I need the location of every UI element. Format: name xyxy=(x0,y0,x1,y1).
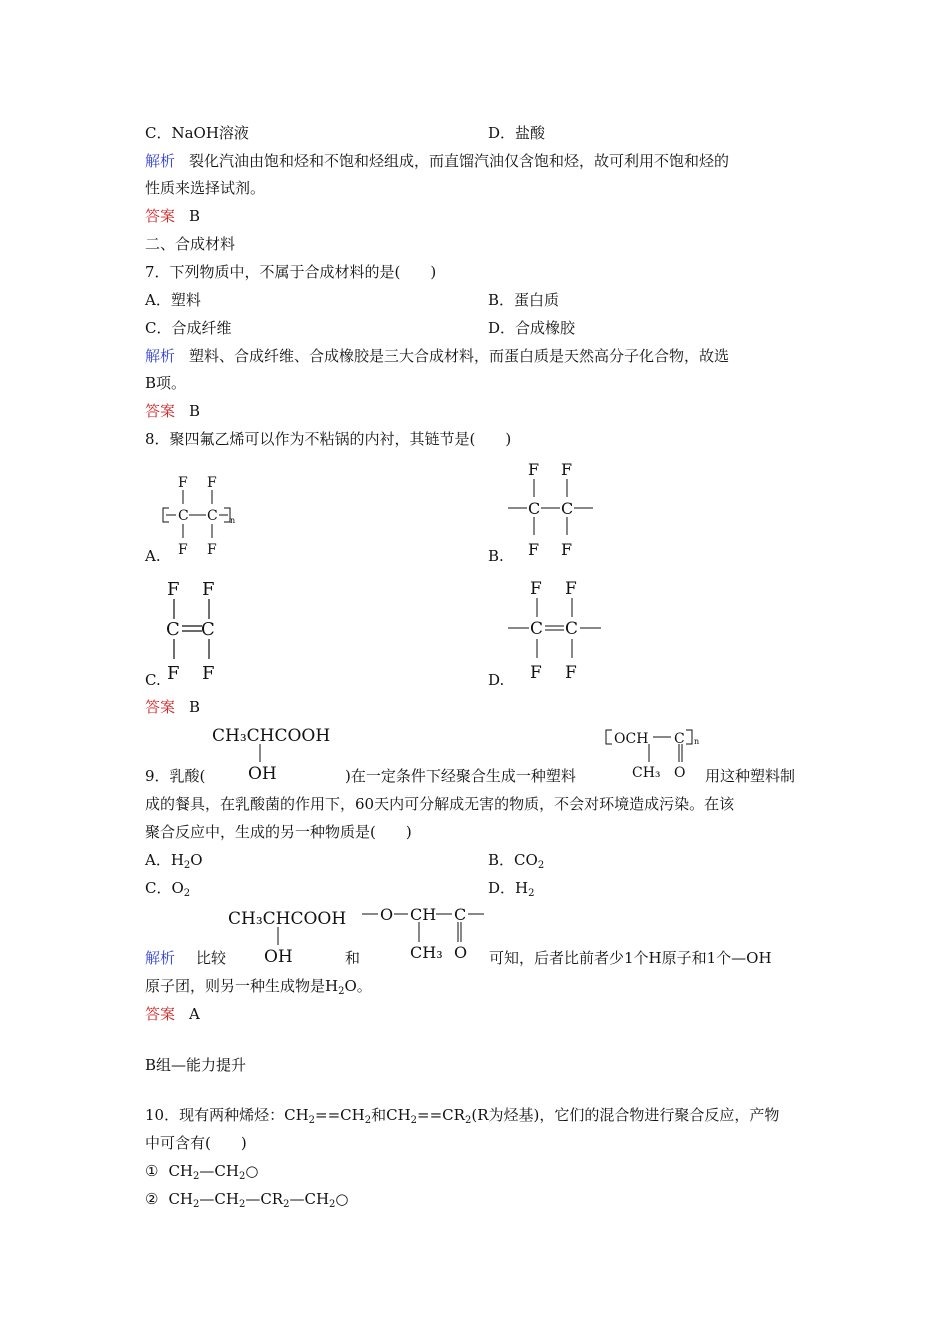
formula-text: CH xyxy=(168,1162,194,1180)
answer-value: B xyxy=(189,402,201,420)
formula-text: CH xyxy=(168,1190,194,1208)
q9-explanation-cont xyxy=(145,976,372,1002)
q8-option-c-structure xyxy=(160,573,235,685)
subscript: 2 xyxy=(338,986,345,997)
atom-c: C xyxy=(178,508,189,524)
subscript: 2 xyxy=(238,1171,246,1182)
repeat-n: n xyxy=(694,737,700,746)
atom-f: F xyxy=(530,579,542,599)
polymer-methyl: CH₃ xyxy=(632,765,661,781)
q9-explanation-tail: 可知，后者比前者少1个H原子和1个—OH xyxy=(489,949,772,967)
answer-label: 答案 xyxy=(145,402,176,420)
hydroxyl-group: OH xyxy=(248,764,277,784)
atom-f: F xyxy=(530,663,542,683)
atom-f: F xyxy=(565,663,577,683)
q7-answer xyxy=(145,401,200,421)
polymer-carbonyl-c: C xyxy=(674,731,685,747)
q8-option-c-letter: C. xyxy=(145,671,161,689)
q9-answer xyxy=(145,1004,200,1024)
polymer-oxygen: O xyxy=(674,765,686,781)
q9-polylactic-structure xyxy=(602,724,702,784)
q9-explanation-and: 和 xyxy=(345,949,361,967)
fragment-oxygen-double: O xyxy=(454,943,468,962)
q6-explanation-cont: 性质来选择试剂。 xyxy=(145,179,266,197)
atom-c: C xyxy=(528,499,541,518)
atom-f: F xyxy=(167,663,180,684)
subscript: 2 xyxy=(193,1171,200,1182)
atom-f: F xyxy=(202,579,215,600)
atom-c: C xyxy=(561,499,574,518)
q7-stem: 7．下列物质中，不属于合成材料的是( ) xyxy=(145,263,437,281)
q9-stem-part3: 用这种塑料制 xyxy=(705,767,796,785)
atom-f: F xyxy=(565,579,577,599)
item-number: ① xyxy=(145,1162,159,1180)
subscript: 2 xyxy=(364,1115,372,1126)
q8-answer xyxy=(145,697,200,717)
stem-text: 10．现有两种烯烃：CH xyxy=(145,1106,309,1124)
q8-option-b-structure xyxy=(505,455,605,561)
subscript: 2 xyxy=(464,1115,472,1126)
polymer-och: OCH xyxy=(614,731,649,747)
atom-f: F xyxy=(561,460,573,479)
answer-label: 答案 xyxy=(145,207,176,225)
q8-option-b-letter: B. xyxy=(488,547,504,565)
q6-explanation xyxy=(145,151,729,171)
fragment-carbonyl-c: C xyxy=(454,905,467,924)
q7-option-c: C．合成纤维 xyxy=(145,319,232,337)
lactic-acid-formula: CH₃CHCOOH xyxy=(212,726,331,746)
explanation-label: 解析 xyxy=(145,347,176,365)
q9-stem-line3: 聚合反应中，生成的另一种物质是( ) xyxy=(145,823,412,841)
q9-option-a xyxy=(145,850,203,876)
subscript: 2 xyxy=(183,860,191,871)
q7-option-d: D．合成橡胶 xyxy=(488,319,576,337)
formula-text: ○ xyxy=(245,1162,259,1180)
subscript: 2 xyxy=(283,1199,290,1210)
q9-option-d xyxy=(488,878,534,904)
q9-explanation-compare: 比较 xyxy=(196,949,227,967)
q8-option-a-letter: A. xyxy=(145,547,161,565)
q10-item-1 xyxy=(145,1161,258,1187)
q9-repeat-fragment-structure xyxy=(362,902,490,964)
option-text: B．CO xyxy=(488,851,538,869)
atom-f: F xyxy=(178,542,188,558)
subscript: 2 xyxy=(238,1199,246,1210)
q7-explanation xyxy=(145,346,729,366)
explanation-text: 塑料、合成纤维、合成橡胶是三大合成材料，而蛋白质是天然高分子化合物，故选 xyxy=(189,347,730,365)
formula-text: —CH xyxy=(289,1190,330,1208)
q9-option-b xyxy=(488,850,544,876)
option-text: O xyxy=(190,851,203,869)
section-heading-b: B组—能力提升 xyxy=(145,1056,247,1074)
stem-text: (R为烃基)，它们的混合物进行聚合反应，产物 xyxy=(471,1106,780,1124)
q8-option-d-letter: D. xyxy=(488,671,505,689)
q9-stem-part1: 9．乳酸( xyxy=(145,767,206,785)
q10-stem-line2: 中可含有( ) xyxy=(145,1134,247,1152)
repeat-n: n xyxy=(230,516,236,525)
q9-explanation-label xyxy=(145,948,175,968)
answer-label: 答案 xyxy=(145,698,176,716)
lactic-acid-formula: CH₃CHCOOH xyxy=(228,909,347,929)
q8-option-d-structure xyxy=(505,573,610,685)
fragment-ch: CH xyxy=(410,905,437,924)
option-text: C．O xyxy=(145,879,184,897)
atom-f: F xyxy=(207,475,217,491)
formula-text: —CR xyxy=(245,1190,284,1208)
fragment-methyl: CH₃ xyxy=(410,943,443,962)
answer-value: A xyxy=(189,1005,200,1023)
subscript: 2 xyxy=(410,1115,418,1126)
q6-option-c: C．NaOH溶液 xyxy=(145,124,249,142)
q6-answer xyxy=(145,206,200,226)
subscript: 2 xyxy=(183,888,191,899)
subscript: 2 xyxy=(528,888,535,899)
subscript: 2 xyxy=(329,1199,336,1210)
atom-f: F xyxy=(178,475,188,491)
q8-option-a-structure xyxy=(158,468,248,560)
atom-c: C xyxy=(530,619,544,639)
subscript: 2 xyxy=(537,860,545,871)
explanation-label: 解析 xyxy=(145,949,176,967)
q10-stem xyxy=(145,1105,779,1131)
q9-stem-line2: 成的餐具，在乳酸菌的作用下，60天内可分解成无害的物质，不会对环境造成污染。在该 xyxy=(145,795,735,813)
answer-value: B xyxy=(189,207,201,225)
atom-c: C xyxy=(565,619,579,639)
atom-c: C xyxy=(207,508,218,524)
q7-option-a: A．塑料 xyxy=(145,291,201,309)
formula-text: ○ xyxy=(335,1190,349,1208)
q6-option-d: D．盐酸 xyxy=(488,124,546,142)
atom-f: F xyxy=(528,540,540,559)
q9-option-c xyxy=(145,878,190,904)
answer-label: 答案 xyxy=(145,1005,176,1023)
atom-c: C xyxy=(201,619,215,640)
atom-c: C xyxy=(166,619,180,640)
q7-option-b: B．蛋白质 xyxy=(488,291,560,309)
q9-lactic-acid-structure-2 xyxy=(226,905,351,967)
explanation-text: 裂化汽油由饱和烃和不饱和烃组成，而直馏汽油仅含饱和烃，故可利用不饱和烃的 xyxy=(189,152,730,170)
stem-text: ==CH xyxy=(315,1106,365,1124)
atom-f: F xyxy=(528,460,540,479)
explanation-text: 原子团，则另一种生成物是H xyxy=(145,977,339,995)
q10-item-2 xyxy=(145,1189,349,1215)
option-text: D．H xyxy=(488,879,529,897)
atom-f: F xyxy=(167,579,180,600)
item-number: ② xyxy=(145,1190,159,1208)
hydroxyl-group: OH xyxy=(264,947,293,967)
option-text: A．H xyxy=(145,851,184,869)
q9-stem-part2: )在一定条件下经聚合生成一种塑料 xyxy=(345,767,576,785)
explanation-label: 解析 xyxy=(145,152,176,170)
q7-explanation-cont: B项。 xyxy=(145,374,187,392)
subscript: 2 xyxy=(193,1199,200,1210)
fragment-oxygen: O xyxy=(380,905,394,924)
formula-text: —CH xyxy=(199,1162,239,1180)
q8-stem: 8．聚四氟乙烯可以作为不粘锅的内衬，其链节是( ) xyxy=(145,430,512,448)
atom-f: F xyxy=(207,542,217,558)
explanation-text: O。 xyxy=(344,977,372,995)
q9-lactic-acid-structure xyxy=(210,722,345,784)
formula-text: —CH xyxy=(199,1190,239,1208)
stem-text: 和CH xyxy=(371,1106,411,1124)
subscript: 2 xyxy=(308,1115,316,1126)
atom-f: F xyxy=(561,540,573,559)
stem-text: ==CR xyxy=(417,1106,465,1124)
section-heading: 二、合成材料 xyxy=(145,235,236,253)
atom-f: F xyxy=(202,663,215,684)
answer-value: B xyxy=(189,698,201,716)
